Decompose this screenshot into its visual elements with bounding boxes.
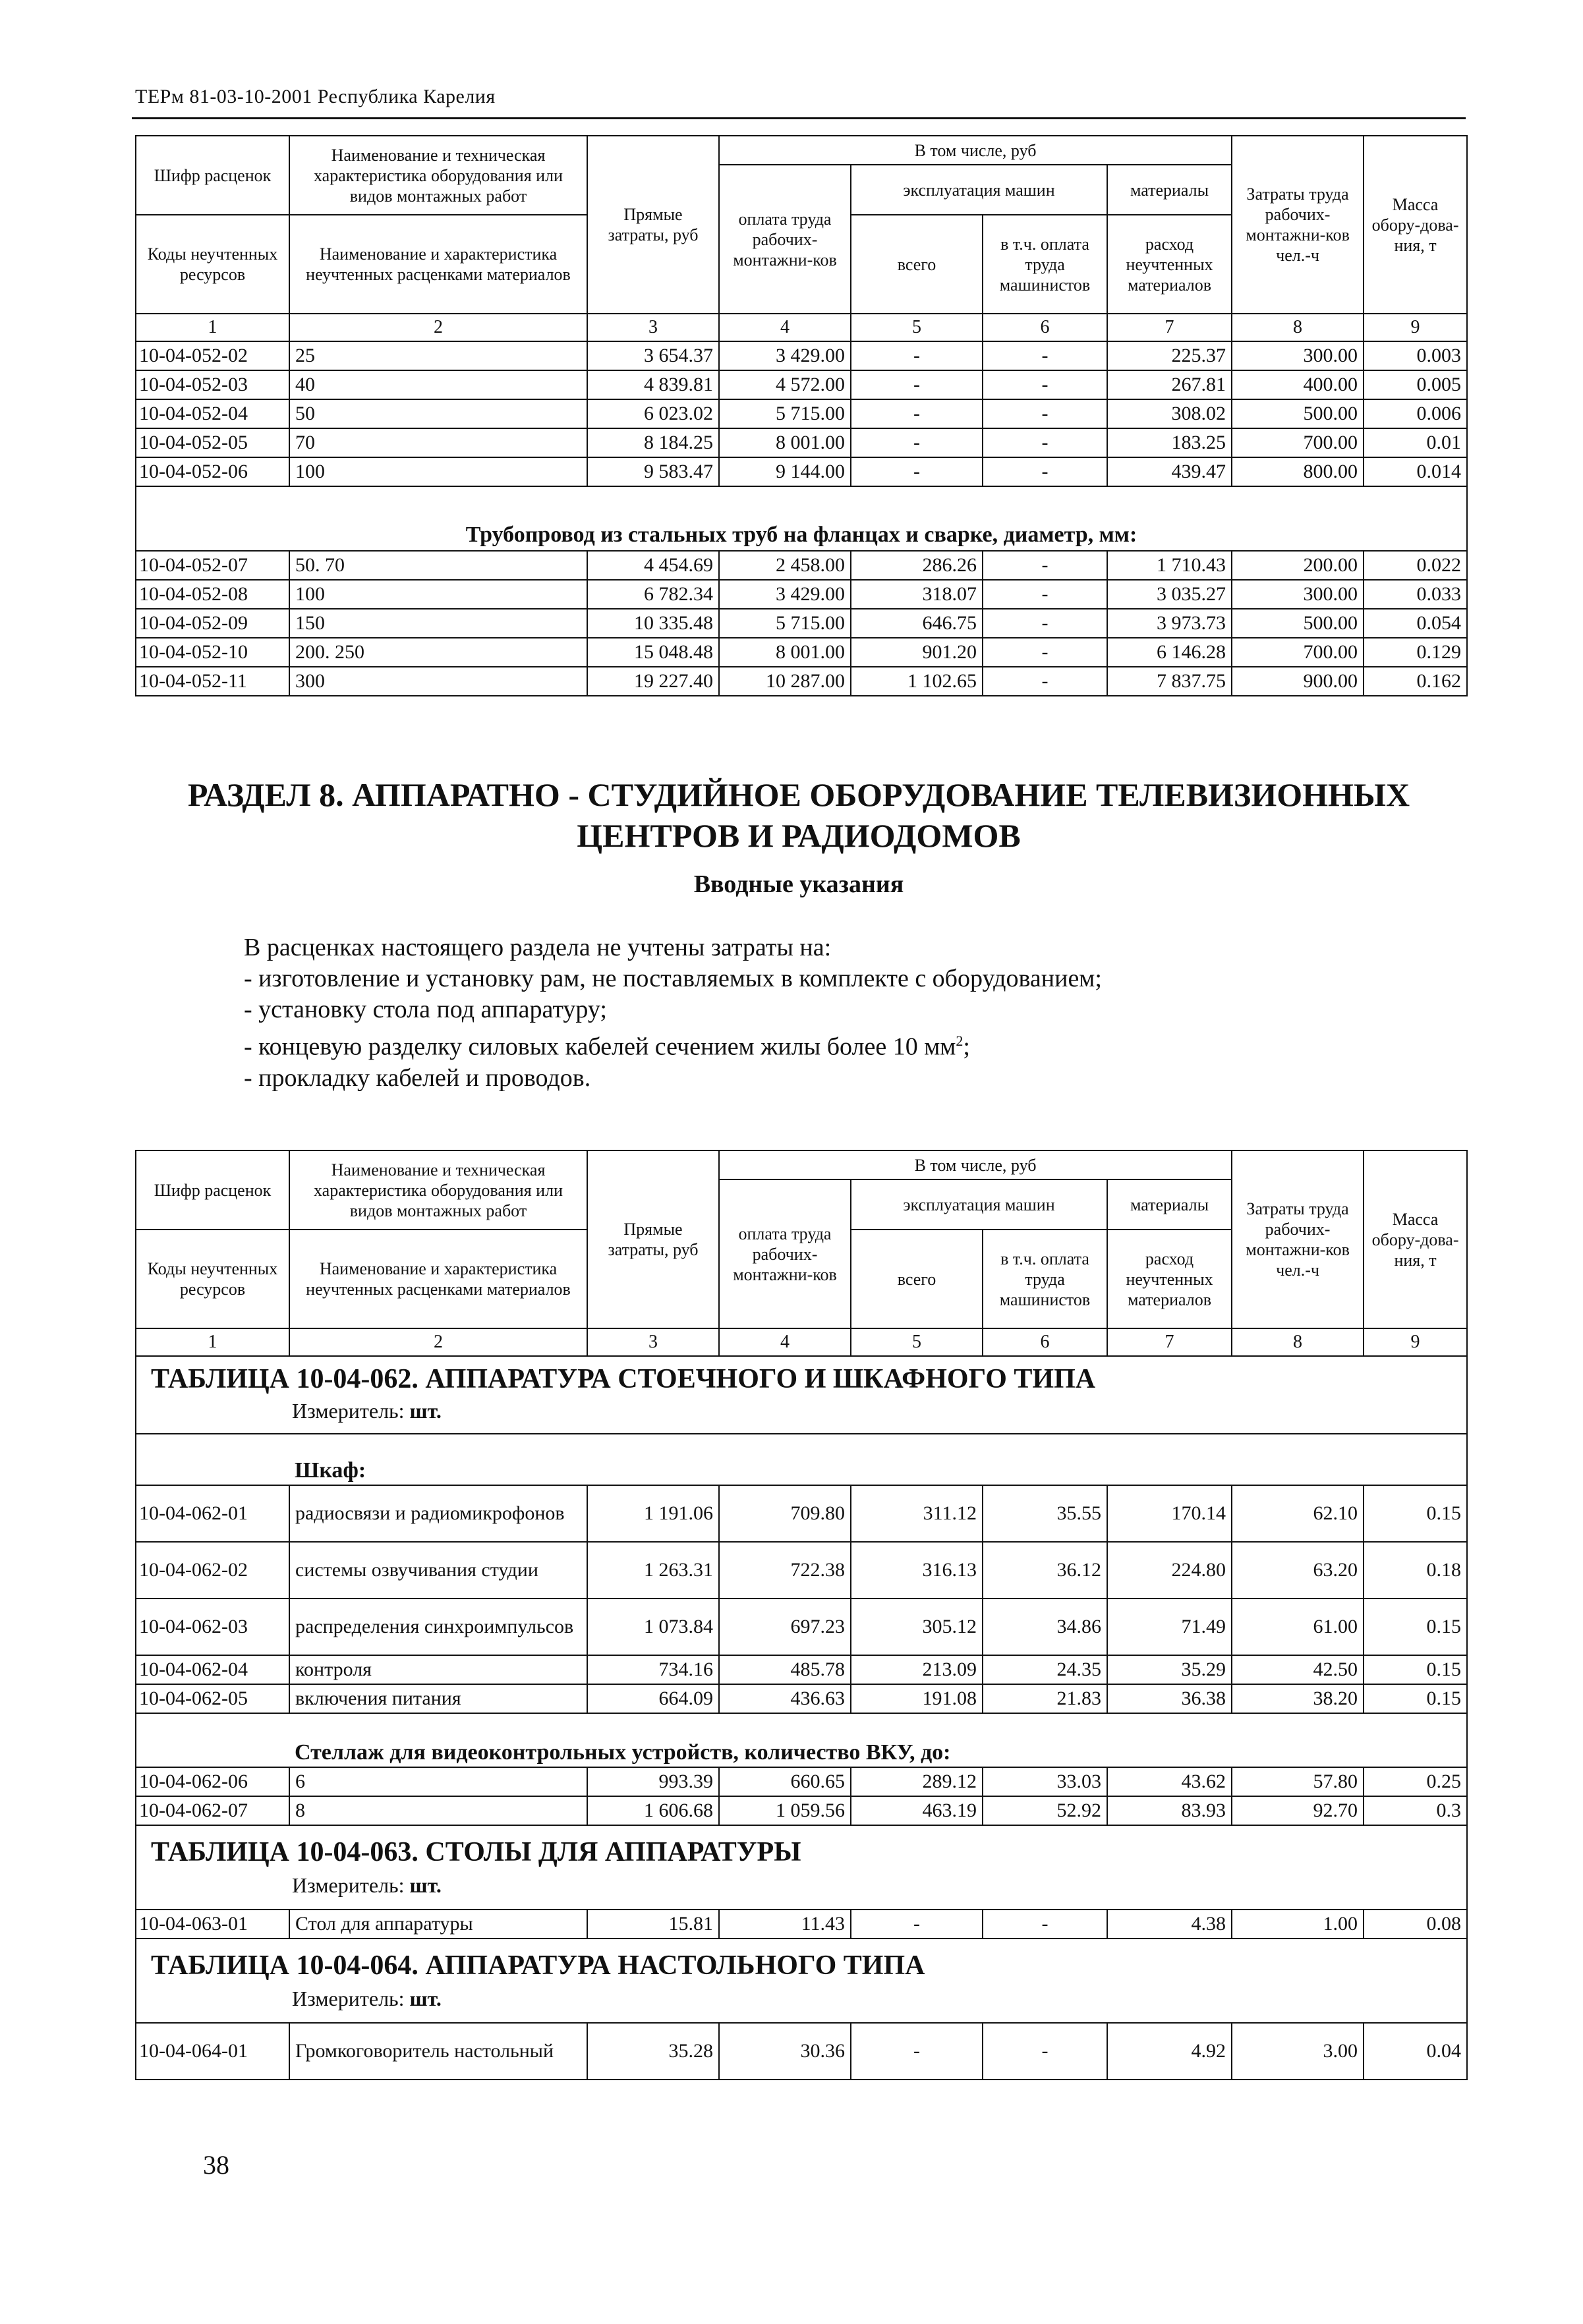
machines-total-cell: 289.12	[851, 1767, 983, 1796]
header-col3: Прямые затраты, руб	[587, 1150, 719, 1328]
machines-total-cell: 901.20	[851, 638, 983, 667]
labor-pay-cell: 5 715.00	[719, 609, 851, 638]
section-title: РАЗДЕЛ 8. АППАРАТНО - СТУДИЙНОЕ ОБОРУДОВАНИЕ ТЕЛЕВИЗИОННЫХ ЦЕНТРОВ И РАДИОДОМОВ	[187, 776, 1410, 854]
table-row	[136, 580, 1467, 609]
description-cell: системы озвучивания студии	[289, 1542, 587, 1599]
rate-code-cell: 10-04-062-02	[136, 1542, 289, 1599]
direct-cost-cell: 9 583.47	[587, 457, 719, 486]
labor-pay-cell: 3 429.00	[719, 341, 851, 370]
table-row	[136, 2023, 1467, 2080]
header-rule	[132, 117, 1466, 119]
header-col1-top: Шифр расценок	[136, 1150, 289, 1230]
direct-cost-cell: 35.28	[587, 2023, 719, 2080]
rate-code-cell: 10-04-062-01	[136, 1485, 289, 1542]
group-title-pipeline: Трубопровод из стальных труб на фланцах и сварке, диаметр, мм:	[136, 486, 1467, 551]
group-title-cabinet: Шкаф:	[136, 1434, 1467, 1485]
rate-code-cell: 10-04-052-09	[136, 609, 289, 638]
table-row	[136, 1684, 1467, 1713]
machines-total-cell: -	[851, 341, 983, 370]
materials-cell: 71.49	[1107, 1599, 1232, 1655]
intro-item: - изготовление и установку рам, не поставляемых в комплекте с оборудованием;	[244, 965, 1102, 992]
description-cell: распределения синхроимпульсов	[289, 1599, 587, 1655]
col-number: 5	[851, 314, 983, 341]
direct-cost-cell: 1 073.84	[587, 1599, 719, 1655]
table-header	[136, 1150, 1467, 1328]
table-row	[136, 1542, 1467, 1599]
header-col6: в т.ч. оплата труда машинистов	[983, 215, 1107, 314]
description-cell: 8	[289, 1796, 587, 1825]
col-number: 1	[136, 314, 289, 341]
intro-lead: В расценках настоящего раздела не учтены затраты на:	[244, 934, 832, 961]
materials-cell: 1 710.43	[1107, 551, 1232, 580]
col-number: 4	[719, 1328, 851, 1356]
machines-total-cell: -	[851, 457, 983, 486]
materials-cell: 225.37	[1107, 341, 1232, 370]
col-number: 2	[289, 1328, 587, 1356]
col-number: 6	[983, 314, 1107, 341]
page-number: 38	[203, 2150, 229, 2180]
machinist-pay-cell: -	[983, 457, 1107, 486]
table-062-body-b	[136, 1767, 1467, 1825]
description-cell: Громкоговоритель настольный	[289, 2023, 587, 2080]
equipment-mass-cell: 0.01	[1364, 428, 1467, 457]
header-col5: всего	[851, 215, 983, 314]
rate-code-cell: 10-04-062-06	[136, 1767, 289, 1796]
table-063-title-block	[136, 1825, 1467, 1910]
rate-code-cell: 10-04-052-03	[136, 370, 289, 399]
machinist-pay-cell: -	[983, 370, 1107, 399]
col-number: 9	[1364, 1328, 1467, 1356]
materials-cell: 35.29	[1107, 1655, 1232, 1684]
table-row	[136, 638, 1467, 667]
materials-cell: 3 035.27	[1107, 580, 1232, 609]
labor-hours-cell: 200.00	[1232, 551, 1364, 580]
labor-hours-cell: 900.00	[1232, 667, 1364, 696]
direct-cost-cell: 4 454.69	[587, 551, 719, 580]
equipment-mass-cell: 0.054	[1364, 609, 1467, 638]
machinist-pay-cell: -	[983, 551, 1107, 580]
table-row	[136, 370, 1467, 399]
description-cell: 70	[289, 428, 587, 457]
header-col7: расход неучтенных материалов	[1107, 215, 1232, 314]
table-062-measure: Измеритель: шт.	[292, 1399, 442, 1423]
labor-pay-cell: 5 715.00	[719, 399, 851, 428]
equipment-mass-cell: 0.033	[1364, 580, 1467, 609]
labor-hours-cell: 400.00	[1232, 370, 1364, 399]
rate-code-cell: 10-04-063-01	[136, 1910, 289, 1939]
rate-code-cell: 10-04-052-05	[136, 428, 289, 457]
materials-cell: 3 973.73	[1107, 609, 1232, 638]
table-064-measure: Измеритель: шт.	[292, 1987, 442, 2010]
labor-pay-cell: 660.65	[719, 1767, 851, 1796]
machines-total-cell: 646.75	[851, 609, 983, 638]
table-body-a	[136, 341, 1467, 486]
equipment-mass-cell: 0.3	[1364, 1796, 1467, 1825]
description-cell: контроля	[289, 1655, 587, 1684]
header-col7: расход неучтенных материалов	[1107, 1230, 1232, 1328]
col-number: 8	[1232, 314, 1364, 341]
labor-pay-cell: 30.36	[719, 2023, 851, 2080]
rate-code-cell: 10-04-052-10	[136, 638, 289, 667]
direct-cost-cell: 15.81	[587, 1910, 719, 1939]
materials-cell: 36.38	[1107, 1684, 1232, 1713]
table-062-body-a	[136, 1485, 1467, 1713]
labor-pay-cell: 2 458.00	[719, 551, 851, 580]
description-cell: 200. 250	[289, 638, 587, 667]
col-number: 3	[587, 314, 719, 341]
equipment-mass-cell: 0.15	[1364, 1684, 1467, 1713]
col-number: 3	[587, 1328, 719, 1356]
header-col1-bottom: Коды неучтенных ресурсов	[136, 215, 289, 314]
machinist-pay-cell: -	[983, 399, 1107, 428]
direct-cost-cell: 993.39	[587, 1767, 719, 1796]
equipment-mass-cell: 0.022	[1364, 551, 1467, 580]
header-col5: всего	[851, 1230, 983, 1328]
materials-cell: 4.38	[1107, 1910, 1232, 1939]
rate-code-cell: 10-04-052-07	[136, 551, 289, 580]
equipment-mass-cell: 0.08	[1364, 1910, 1467, 1939]
machines-total-cell: 191.08	[851, 1684, 983, 1713]
table-row	[136, 341, 1467, 370]
labor-pay-cell: 722.38	[719, 1542, 851, 1599]
description-cell: включения питания	[289, 1684, 587, 1713]
header-col8: Затраты труда рабочих-монтажни-ков чел.-ч	[1232, 1150, 1364, 1328]
direct-cost-cell: 4 839.81	[587, 370, 719, 399]
table-064-body	[136, 2023, 1467, 2080]
materials-cell: 83.93	[1107, 1796, 1232, 1825]
machines-total-cell: 318.07	[851, 580, 983, 609]
direct-cost-cell: 6 023.02	[587, 399, 719, 428]
header-col3: Прямые затраты, руб	[587, 136, 719, 314]
header-col1-top: Шифр расценок	[136, 136, 289, 215]
direct-cost-cell: 6 782.34	[587, 580, 719, 609]
direct-cost-cell: 664.09	[587, 1684, 719, 1713]
materials-cell: 7 837.75	[1107, 667, 1232, 696]
labor-hours-cell: 3.00	[1232, 2023, 1364, 2080]
rate-code-cell: 10-04-062-04	[136, 1655, 289, 1684]
description-cell: Стол для аппаратуры	[289, 1910, 587, 1939]
table-row	[136, 399, 1467, 428]
labor-pay-cell: 9 144.00	[719, 457, 851, 486]
col-number: 5	[851, 1328, 983, 1356]
materials-cell: 183.25	[1107, 428, 1232, 457]
intro-item: - концевую разделку силовых кабелей сечением жилы более 10 $мм^2$;	[244, 1033, 970, 1061]
description-cell: 25	[289, 341, 587, 370]
equipment-mass-cell: 0.15	[1364, 1655, 1467, 1684]
col-number: 1	[136, 1328, 289, 1356]
table-body-b	[136, 551, 1467, 696]
labor-hours-cell: 42.50	[1232, 1655, 1364, 1684]
equipment-mass-cell: 0.005	[1364, 370, 1467, 399]
labor-pay-cell: 11.43	[719, 1910, 851, 1939]
materials-cell: 224.80	[1107, 1542, 1232, 1599]
equipment-mass-cell: 0.006	[1364, 399, 1467, 428]
intro-item: - установку стола под аппаратуру;	[244, 996, 607, 1023]
header-col1-bottom: Коды неучтенных ресурсов	[136, 1230, 289, 1328]
machines-total-cell: -	[851, 399, 983, 428]
header-col9: Масса обору-дова-ния, т	[1364, 136, 1467, 314]
machines-total-cell: -	[851, 370, 983, 399]
direct-cost-cell: 1 606.68	[587, 1796, 719, 1825]
table-row	[136, 609, 1467, 638]
rates-table-062-064	[135, 1150, 1468, 2080]
materials-cell: 43.62	[1107, 1767, 1232, 1796]
machinist-pay-cell: -	[983, 638, 1107, 667]
labor-pay-cell: 8 001.00	[719, 638, 851, 667]
machinist-pay-cell: -	[983, 2023, 1107, 2080]
table-062-title-block	[136, 1356, 1467, 1434]
labor-hours-cell: 38.20	[1232, 1684, 1364, 1713]
rate-code-cell: 10-04-052-06	[136, 457, 289, 486]
equipment-mass-cell: 0.04	[1364, 2023, 1467, 2080]
labor-pay-cell: 10 287.00	[719, 667, 851, 696]
description-cell: 300	[289, 667, 587, 696]
header-machines: эксплуатация машин	[851, 165, 1107, 215]
equipment-mass-cell: 0.014	[1364, 457, 1467, 486]
description-cell: 50	[289, 399, 587, 428]
materials-cell: 439.47	[1107, 457, 1232, 486]
rate-code-cell: 10-04-052-08	[136, 580, 289, 609]
header-including: В том числе, руб	[719, 1150, 1232, 1179]
machinist-pay-cell: -	[983, 1910, 1107, 1939]
materials-cell: 170.14	[1107, 1485, 1232, 1542]
table-row	[136, 457, 1467, 486]
description-cell: 100	[289, 457, 587, 486]
machinist-pay-cell: 34.86	[983, 1599, 1107, 1655]
table-row	[136, 1485, 1467, 1542]
header-col2-top: Наименование и техническая характеристика оборудования или видов монтажных работ	[289, 136, 587, 215]
table-row	[136, 1599, 1467, 1655]
labor-pay-cell: 1 059.56	[719, 1796, 851, 1825]
equipment-mass-cell: 0.162	[1364, 667, 1467, 696]
header-col9: Масса обору-дова-ния, т	[1364, 1150, 1467, 1328]
col-number: 4	[719, 314, 851, 341]
direct-cost-cell: 10 335.48	[587, 609, 719, 638]
rate-code-cell: 10-04-052-11	[136, 667, 289, 696]
description-cell: 40	[289, 370, 587, 399]
table-row	[136, 551, 1467, 580]
labor-hours-cell: 61.00	[1232, 1599, 1364, 1655]
labor-hours-cell: 700.00	[1232, 428, 1364, 457]
table-064-title-block	[136, 1939, 1467, 2023]
table-063-measure: Измеритель: шт.	[292, 1873, 442, 1897]
machinist-pay-cell: -	[983, 667, 1107, 696]
machines-total-cell: -	[851, 428, 983, 457]
table-row	[136, 1910, 1467, 1939]
machines-total-cell: -	[851, 2023, 983, 2080]
table-064-title: ТАБЛИЦА 10-04-064. АППАРАТУРА НАСТОЛЬНОГО ТИПА	[151, 1950, 925, 1981]
description-cell: 50. 70	[289, 551, 587, 580]
equipment-mass-cell: 0.25	[1364, 1767, 1467, 1796]
machines-total-cell: 316.13	[851, 1542, 983, 1599]
equipment-mass-cell: 0.15	[1364, 1485, 1467, 1542]
table-row	[136, 1655, 1467, 1684]
direct-cost-cell: 3 654.37	[587, 341, 719, 370]
machines-total-cell: 311.12	[851, 1485, 983, 1542]
labor-hours-cell: 57.80	[1232, 1767, 1364, 1796]
labor-hours-cell: 500.00	[1232, 399, 1364, 428]
rates-table-052	[135, 135, 1468, 696]
machines-total-cell: 213.09	[851, 1655, 983, 1684]
materials-cell: 308.02	[1107, 399, 1232, 428]
intro-heading: Вводные указания	[693, 870, 904, 898]
labor-hours-cell: 62.10	[1232, 1485, 1364, 1542]
direct-cost-cell: 1 263.31	[587, 1542, 719, 1599]
machinist-pay-cell: -	[983, 580, 1107, 609]
labor-hours-cell: 700.00	[1232, 638, 1364, 667]
labor-hours-cell: 300.00	[1232, 580, 1364, 609]
materials-cell: 6 146.28	[1107, 638, 1232, 667]
col-number: 2	[289, 314, 587, 341]
header-col2-bottom: Наименование и характеристика неучтенных расценками материалов	[289, 215, 587, 314]
rate-code-cell: 10-04-062-03	[136, 1599, 289, 1655]
rate-code-cell: 10-04-052-04	[136, 399, 289, 428]
direct-cost-cell: 1 191.06	[587, 1485, 719, 1542]
labor-hours-cell: 1.00	[1232, 1910, 1364, 1939]
rate-code-cell: 10-04-062-07	[136, 1796, 289, 1825]
col-number: 9	[1364, 314, 1467, 341]
col-number: 7	[1107, 1328, 1232, 1356]
machinist-pay-cell: 52.92	[983, 1796, 1107, 1825]
description-cell: 6	[289, 1767, 587, 1796]
machinist-pay-cell: 24.35	[983, 1655, 1107, 1684]
labor-hours-cell: 63.20	[1232, 1542, 1364, 1599]
machines-total-cell: -	[851, 1910, 983, 1939]
header-col2-top: Наименование и техническая характеристика оборудования или видов монтажных работ	[289, 1150, 587, 1230]
machinist-pay-cell: -	[983, 428, 1107, 457]
col-number: 6	[983, 1328, 1107, 1356]
header-machines: эксплуатация машин	[851, 1179, 1107, 1230]
labor-pay-cell: 697.23	[719, 1599, 851, 1655]
header-col2-bottom: Наименование и характеристика неучтенных расценками материалов	[289, 1230, 587, 1328]
machinist-pay-cell: 21.83	[983, 1684, 1107, 1713]
labor-pay-cell: 485.78	[719, 1655, 851, 1684]
header-col6: в т.ч. оплата труда машинистов	[983, 1230, 1107, 1328]
labor-hours-cell: 800.00	[1232, 457, 1364, 486]
col-number: 8	[1232, 1328, 1364, 1356]
machinist-pay-cell: -	[983, 609, 1107, 638]
table-row	[136, 1796, 1467, 1825]
equipment-mass-cell: 0.003	[1364, 341, 1467, 370]
labor-hours-cell: 500.00	[1232, 609, 1364, 638]
machines-total-cell: 286.26	[851, 551, 983, 580]
description-cell: радиосвязи и радиомикрофонов	[289, 1485, 587, 1542]
labor-hours-cell: 300.00	[1232, 341, 1364, 370]
materials-cell: 267.81	[1107, 370, 1232, 399]
labor-pay-cell: 8 001.00	[719, 428, 851, 457]
machinist-pay-cell: 33.03	[983, 1767, 1107, 1796]
labor-pay-cell: 709.80	[719, 1485, 851, 1542]
table-063-title: ТАБЛИЦА 10-04-063. СТОЛЫ ДЛЯ АППАРАТУРЫ	[151, 1837, 801, 1867]
header-materials: материалы	[1107, 1179, 1232, 1230]
machines-total-cell: 305.12	[851, 1599, 983, 1655]
materials-cell: 4.92	[1107, 2023, 1232, 2080]
labor-pay-cell: 436.63	[719, 1684, 851, 1713]
labor-hours-cell: 92.70	[1232, 1796, 1364, 1825]
rate-code-cell: 10-04-064-01	[136, 2023, 289, 2080]
table-row	[136, 1767, 1467, 1796]
rate-code-cell: 10-04-052-02	[136, 341, 289, 370]
table-row	[136, 428, 1467, 457]
intro-text	[244, 932, 1102, 1094]
col-number: 7	[1107, 314, 1232, 341]
rate-code-cell: 10-04-062-05	[136, 1684, 289, 1713]
direct-cost-cell: 8 184.25	[587, 428, 719, 457]
machinist-pay-cell: 36.12	[983, 1542, 1107, 1599]
equipment-mass-cell: 0.15	[1364, 1599, 1467, 1655]
direct-cost-cell: 734.16	[587, 1655, 719, 1684]
machinist-pay-cell: -	[983, 341, 1107, 370]
machines-total-cell: 1 102.65	[851, 667, 983, 696]
machinist-pay-cell: 35.55	[983, 1485, 1107, 1542]
header-including: В том числе, руб	[719, 136, 1232, 165]
header-col4: оплата труда рабочих-монтажни-ков	[719, 165, 851, 314]
labor-pay-cell: 4 572.00	[719, 370, 851, 399]
header-col8: Затраты труда рабочих-монтажни-ков чел.-ч	[1232, 136, 1364, 314]
description-cell: 100	[289, 580, 587, 609]
column-number-row	[136, 314, 1467, 341]
header-materials: материалы	[1107, 165, 1232, 215]
direct-cost-cell: 19 227.40	[587, 667, 719, 696]
description-cell: 150	[289, 609, 587, 638]
table-063-body	[136, 1910, 1467, 1939]
header-col4: оплата труда рабочих-монтажни-ков	[719, 1179, 851, 1328]
equipment-mass-cell: 0.129	[1364, 638, 1467, 667]
table-row	[136, 667, 1467, 696]
running-head: ТЕРм 81-03-10-2001 Республика Карелия	[135, 86, 496, 107]
equipment-mass-cell: 0.18	[1364, 1542, 1467, 1599]
table-header	[136, 136, 1467, 314]
group-title-rack: Стеллаж для видеоконтрольных устройств, количество ВКУ, до:	[136, 1713, 1467, 1767]
labor-pay-cell: 3 429.00	[719, 580, 851, 609]
table-062-title: ТАБЛИЦА 10-04-062. АППАРАТУРА СТОЕЧНОГО И ШКАФНОГО ТИПА	[151, 1364, 1096, 1394]
direct-cost-cell: 15 048.48	[587, 638, 719, 667]
machines-total-cell: 463.19	[851, 1796, 983, 1825]
column-number-row	[136, 1328, 1467, 1356]
intro-item: - прокладку кабелей и проводов.	[244, 1063, 591, 1092]
